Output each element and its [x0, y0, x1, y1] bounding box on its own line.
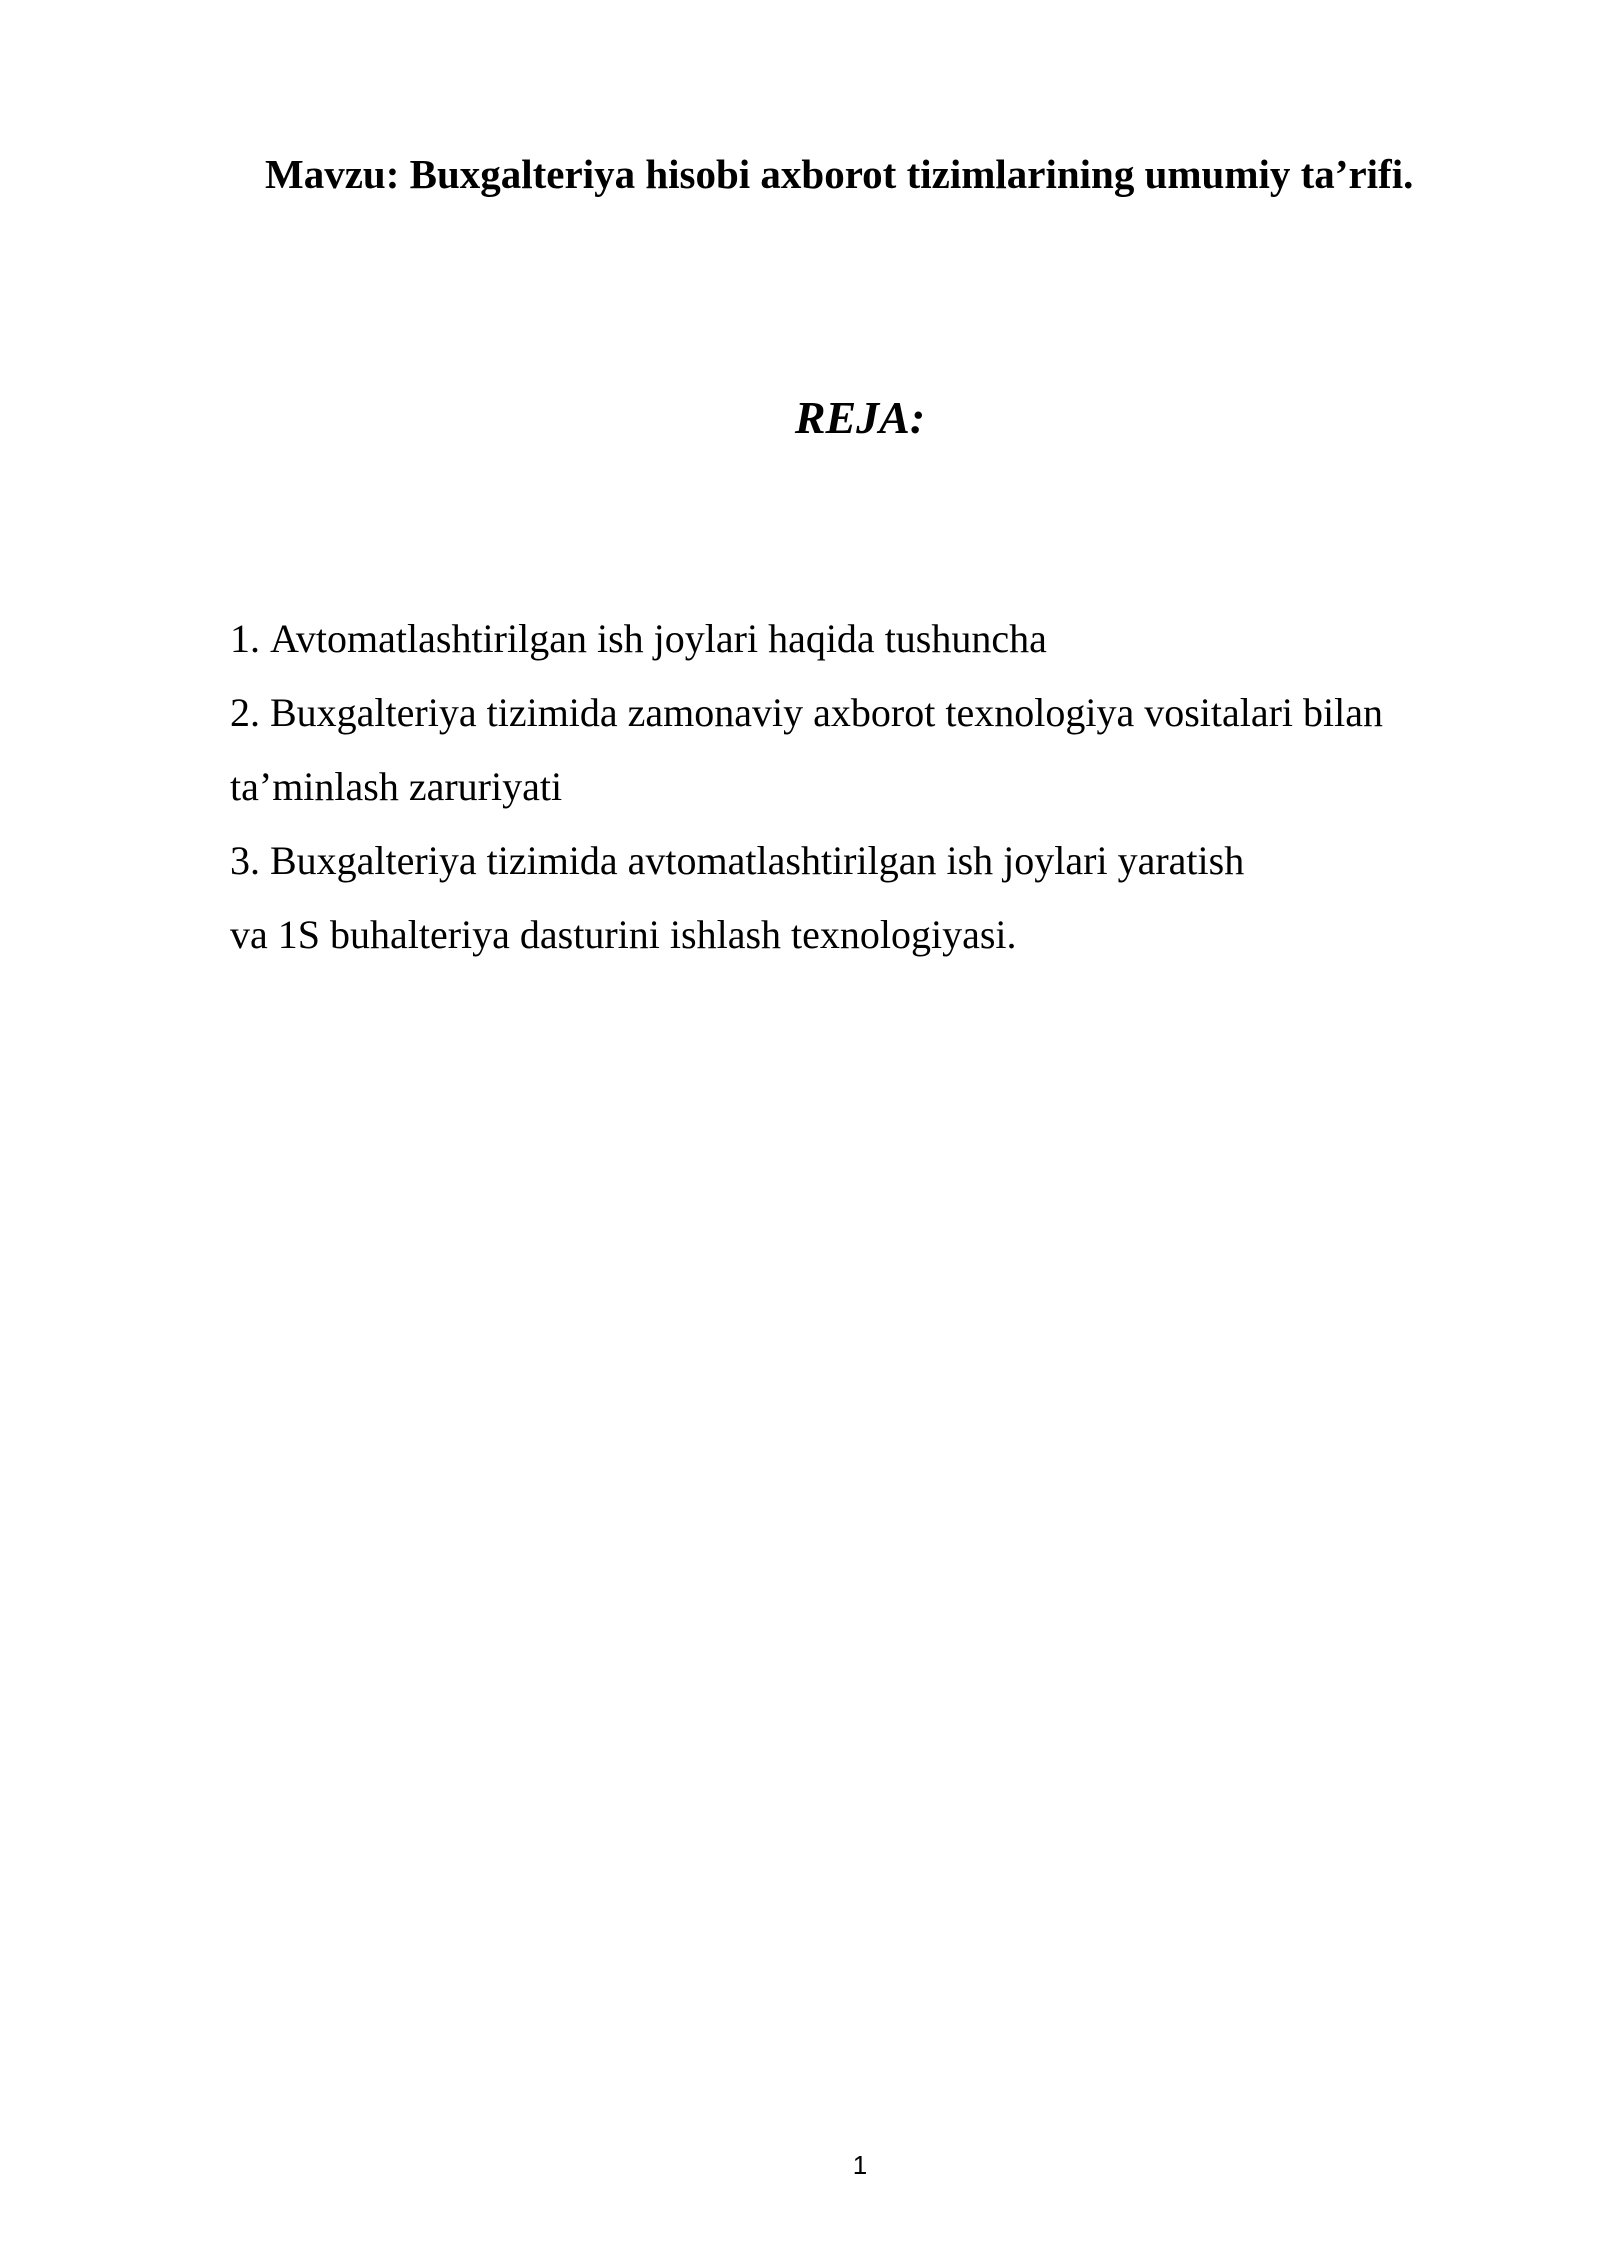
plan-item-2: [230, 676, 1530, 824]
plan-item-1: [230, 602, 1530, 676]
plan-item-number: 2.: [230, 690, 260, 735]
plan-heading: REJA:: [794, 392, 926, 443]
plan-item-1-line-1: [230, 602, 1530, 676]
plan-item-3-line-1: [230, 824, 1530, 898]
plan-item-number: 3.: [230, 838, 260, 883]
plan-item-3: [230, 824, 1530, 972]
plan-list: [230, 602, 1530, 972]
plan-item-3-line-2: va 1S buhalteriya dasturini ishlash texnologiyasi.: [230, 912, 1017, 957]
plan-item-2-line-1: [230, 676, 1530, 750]
page-number: 1: [852, 2150, 868, 2180]
plan-item-number: 1.: [230, 616, 260, 661]
plan-item-text: Buxgalteriya tizimida zamonaviy axborot texnologiya vositalari bilan: [270, 690, 1384, 735]
plan-item-text: Buxgalteriya tizimida avtomatlashtirilgan ish joylari yaratish: [270, 838, 1245, 883]
document-title: Mavzu: Buxgalteriya hisobi axborot tizimlarining umumiy ta’rifi.: [265, 151, 1414, 197]
plan-item-2-line-2: ta’minlash zaruriyati: [230, 764, 563, 809]
plan-item-text: Avtomatlashtirilgan ish joylari haqida tushuncha: [270, 616, 1047, 661]
